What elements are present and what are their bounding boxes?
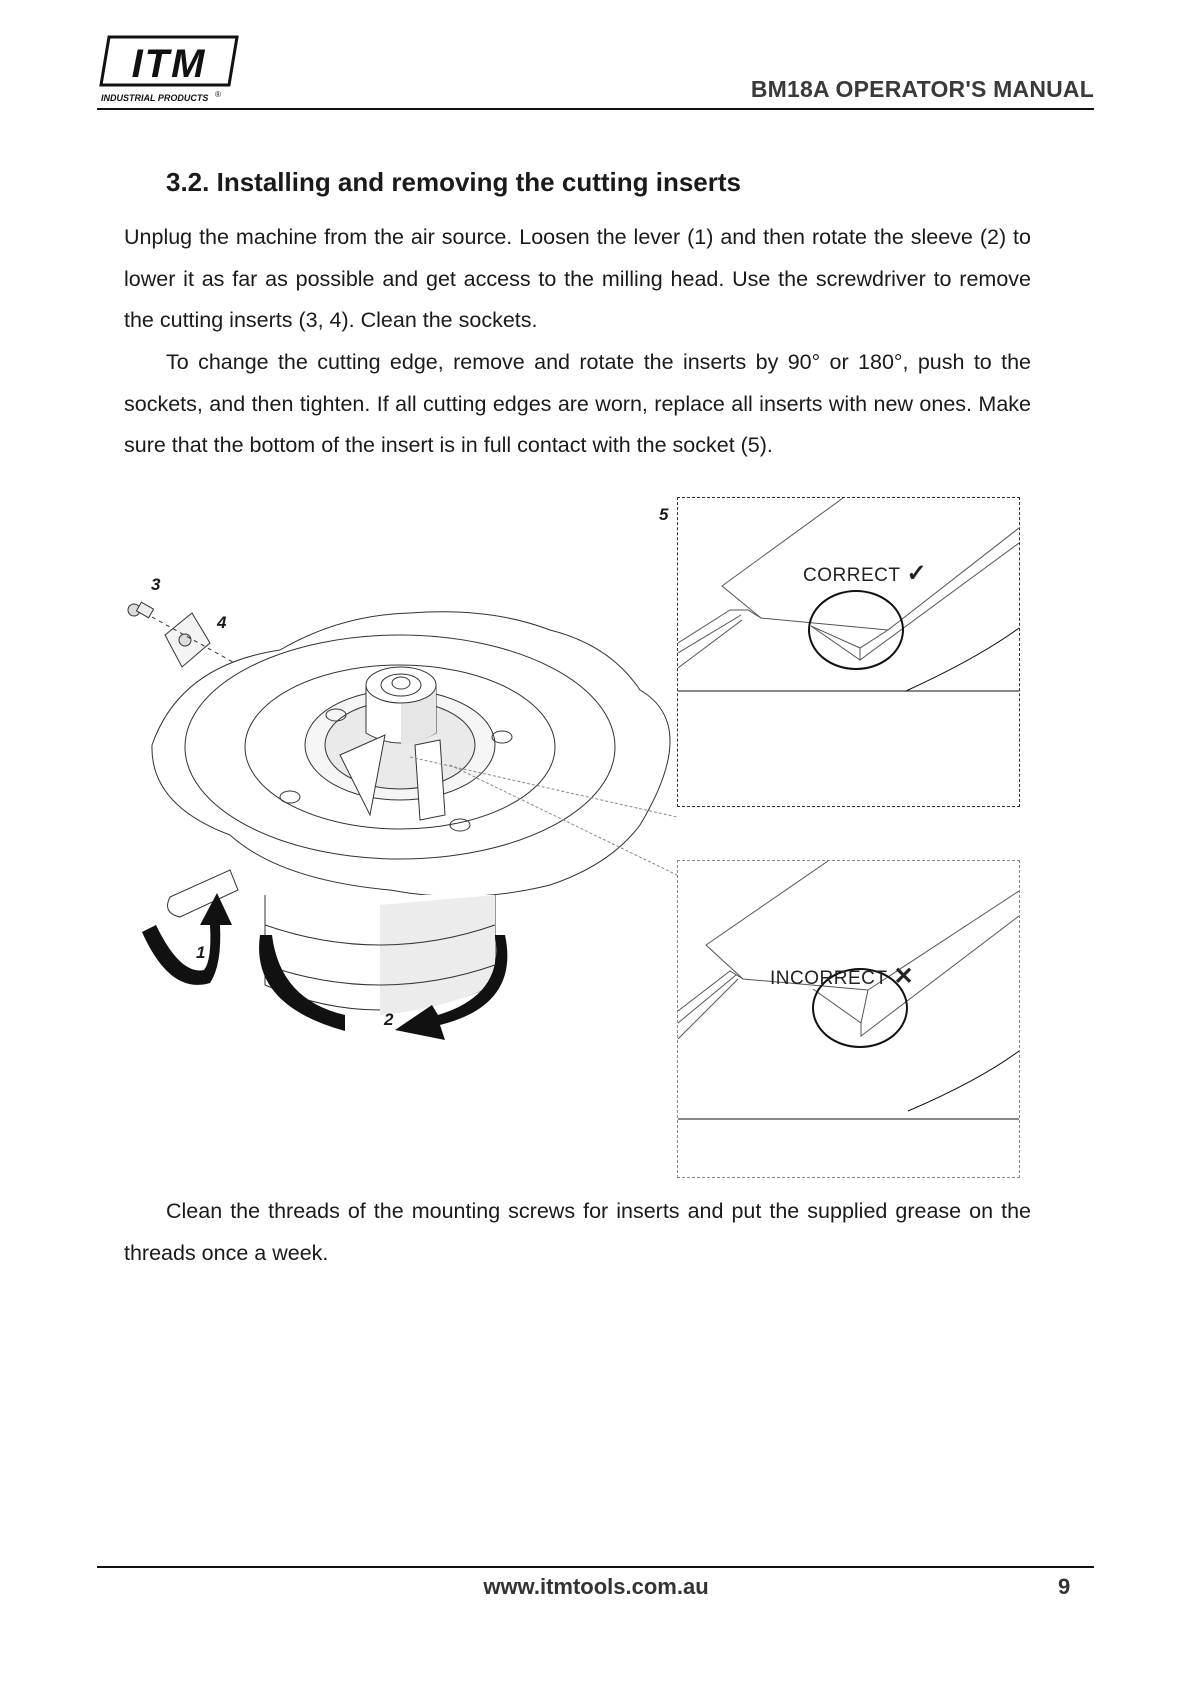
paragraph-change-edge [124,342,1031,467]
inset-incorrect-seating [677,860,1020,1178]
inset-correct-seating [677,497,1020,807]
callout-3: 3 [151,575,161,594]
itm-logo [97,33,247,109]
correct-label-text: CORRECT [803,565,901,586]
svg-text:INDUSTRIAL PRODUCTS: INDUSTRIAL PRODUCTS [101,93,209,103]
callout-5: 5 [659,505,669,524]
svg-text:®: ® [215,90,221,99]
footer-website-link[interactable]: www.itmtools.com.au [483,1574,709,1599]
section-title: 3.2. Installing and removing the cutting inserts [166,167,741,197]
paragraph-instructions: Unplug the machine from the air source. Loosen the lever (1) and then rotate the sleeve (2) to lower it as far as possible and get access to the milling head. Use the screwdriver to remove the cutting inserts (3, 4). Clean the sockets. [124,225,1031,333]
cross-icon: ✕ [893,963,915,990]
footer-divider [97,1566,1094,1568]
incorrect-label-text: INCORRECT [770,968,888,989]
paragraph-change-edge-text: To change the cutting edge, remove and rotate the inserts by 90° or 180°, push to the sockets, and then tighten. If all cutting edges are worn, replace all inserts with new ones. Make sure that the bottom of the insert is in full contact with the socket (5). [124,350,1031,458]
svg-text:ITM: ITM [131,42,207,86]
paragraph-grease [124,1191,1031,1274]
incorrect-label [770,962,914,991]
paragraph-grease-text: Clean the threads of the mounting screws for inserts and put the supplied grease on the threads once a week. [124,1199,1031,1265]
callout-1: 1 [196,943,206,962]
callout-4: 4 [217,613,227,632]
callout-2: 2 [384,1010,394,1029]
header-divider [97,108,1094,110]
page-number: 9 [1058,1574,1071,1599]
correct-label [803,559,927,588]
manual-title: BM18A OPERATOR'S MANUAL [750,76,1094,102]
check-icon: ✓ [906,560,928,587]
